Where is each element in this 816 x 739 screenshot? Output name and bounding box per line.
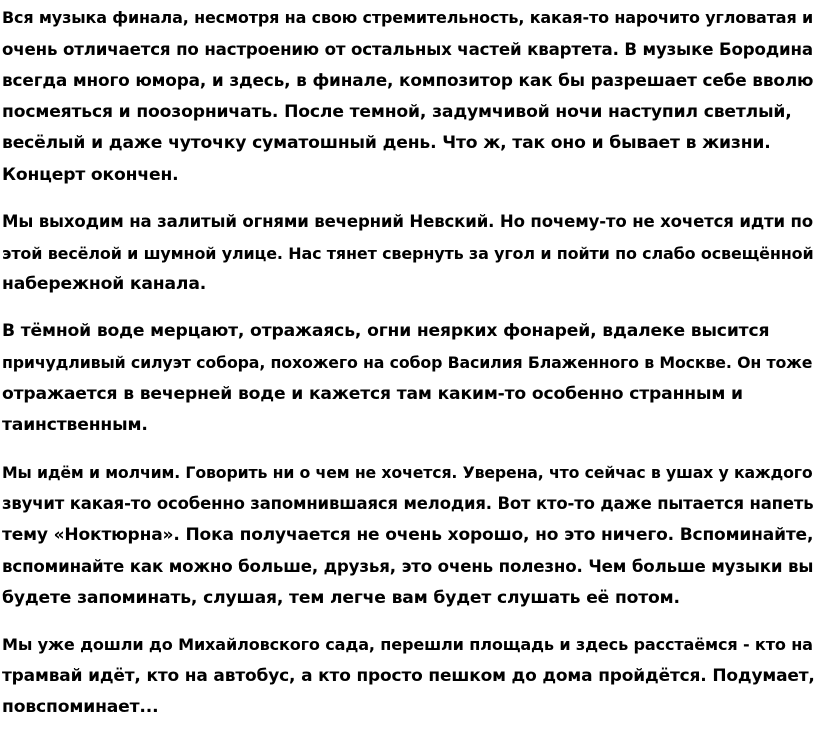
paragraph-silence — [0, 457, 816, 615]
text-line: этой весёлой и шумной улице. Нас тянет свернуть за угол и пойти по слабо освещённой — [2, 243, 814, 263]
text-line: посмеяться и поозорничать. После темной, задумчивой ночи наступил светлый, — [2, 101, 792, 122]
document-body — [0, 2, 816, 739]
text-line: трамвай идёт, кто на автобус, а кто просто пешком до дома пройдётся. Подумает, — [2, 665, 815, 686]
paragraph-dark-water — [0, 316, 816, 442]
text-line: повспоминает... — [2, 697, 159, 717]
text-line: вспоминайте как можно больше, друзья, это очень полезно. Чем больше музыки вы — [2, 557, 814, 576]
paragraph-finale — [0, 2, 816, 191]
text-line: очень отличается по настроению от остальных частей квартета. В музыке Бородина — [2, 39, 813, 59]
text-line: Мы уже дошли до Михайловского сада, перешли площадь и здесь расстаёмся - кто на — [2, 635, 813, 654]
text-line: будете запоминать, слушая, тем легче вам будет слушать её потом. — [2, 587, 680, 608]
text-line: Вся музыка финала, несмотря на свою стремительность, какая-то нарочито угловатая и — [2, 8, 814, 27]
paragraph-farewell — [0, 629, 816, 724]
text-line: Концерт окончен. — [2, 164, 179, 185]
text-line: весёлый и даже чуточку суматошный день. Что ж, так оно и бывает в жизни. — [2, 133, 771, 153]
text-line: всегда много юмора, и здесь, в финале, композитор как бы разрешает себе вволю — [2, 70, 814, 90]
text-line: Мы выходим на залитый огнями вечерний Невский. Но почему-то не хочется идти по — [2, 212, 814, 231]
text-line: таинственным. — [2, 415, 148, 435]
paragraph-nevsky — [0, 206, 816, 301]
text-line: звучит какая-то особенно запомнившаяся мелодия. Вот кто-то даже пытается напеть — [2, 494, 814, 513]
text-line: набережной канала. — [2, 274, 207, 294]
text-line: В тёмной воде мерцают, отражаясь, огни неярких фонарей, вдалеке высится — [2, 320, 770, 341]
text-line: отражается в вечерней воде и кажется там каким-то особенно странным и — [2, 383, 743, 404]
text-line: причудливый силуэт собора, похожего на собор Василия Блаженного в Москве. Он тоже — [2, 353, 813, 372]
text-line: тему «Ноктюрна». Пока получается не очень хорошо, но это ничего. Вспоминайте, — [2, 524, 814, 545]
text-line: Мы идём и молчим. Говорить ни о чем не хочется. Уверена, что сейчас в ушах у каждого — [2, 462, 813, 482]
